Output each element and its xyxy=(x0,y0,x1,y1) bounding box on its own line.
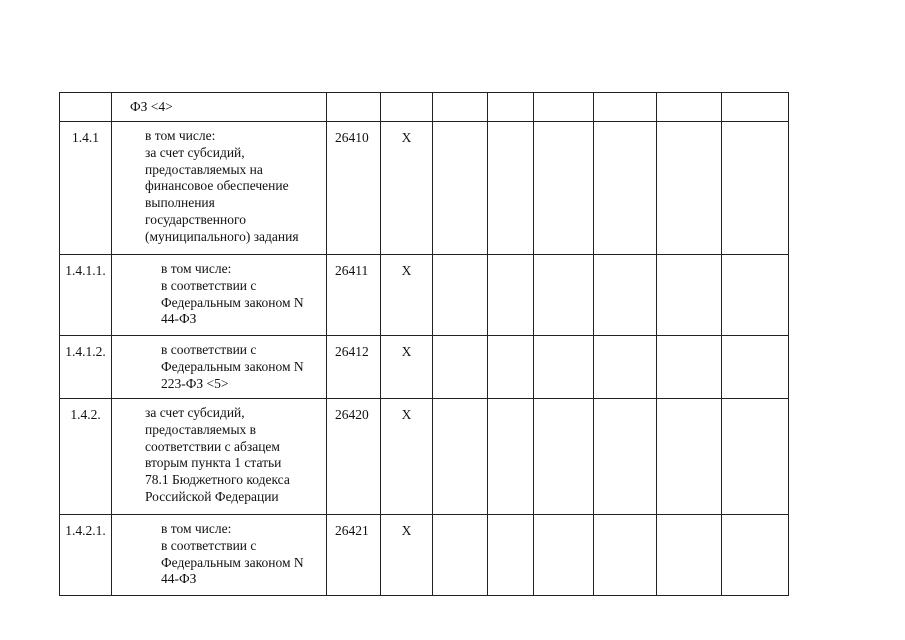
row-description-cell xyxy=(112,255,327,336)
description-line: (муниципального) задания xyxy=(145,228,299,244)
row-number-cell: 1.4.1 xyxy=(60,122,112,255)
empty-cell xyxy=(657,93,722,122)
description-line: 44-ФЗ xyxy=(161,571,197,587)
empty-cell xyxy=(722,515,789,596)
empty-cell xyxy=(722,122,789,255)
empty-cell xyxy=(433,93,488,122)
row-description-cell xyxy=(112,515,327,596)
row-number-cell: 1.4.1.2. xyxy=(60,336,112,399)
empty-cell xyxy=(488,93,534,122)
row-number-cell: 1.4.2.1. xyxy=(60,515,112,596)
empty-cell xyxy=(433,399,488,515)
empty-cell xyxy=(594,336,657,399)
description-line: за счет субсидий, xyxy=(145,144,245,160)
row-code-cell: 26420 xyxy=(327,399,381,515)
row-mark-cell: X xyxy=(381,399,433,515)
description-line: в соответствии с xyxy=(161,342,257,357)
row-mark-cell: X xyxy=(381,336,433,399)
empty-cell xyxy=(433,255,488,336)
empty-cell xyxy=(433,336,488,399)
empty-cell xyxy=(534,515,594,596)
description-line: в соответствии с xyxy=(161,277,257,293)
empty-cell xyxy=(488,255,534,336)
description-line: 44-ФЗ xyxy=(161,311,197,327)
description-line: за счет субсидий, xyxy=(145,405,245,420)
description-line: выполнения xyxy=(145,195,215,211)
table-row xyxy=(60,336,789,399)
row-mark-cell xyxy=(381,93,433,122)
description-line: вторым пункта 1 статьи xyxy=(145,455,282,471)
empty-cell xyxy=(722,93,789,122)
empty-cell xyxy=(722,399,789,515)
row-mark-cell: X xyxy=(381,122,433,255)
row-number-cell xyxy=(60,93,112,122)
document-table xyxy=(59,92,789,596)
description-line: соответствии с абзацем xyxy=(145,438,280,454)
empty-cell xyxy=(433,122,488,255)
description-line: 78.1 Бюджетного кодекса xyxy=(145,472,290,488)
table-row xyxy=(60,93,789,122)
row-code-cell: 26412 xyxy=(327,336,381,399)
description-line: в том числе: xyxy=(161,261,232,276)
row-number-cell: 1.4.2. xyxy=(60,399,112,515)
row-mark-cell: X xyxy=(381,255,433,336)
empty-cell xyxy=(657,399,722,515)
empty-cell xyxy=(657,122,722,255)
empty-cell xyxy=(594,255,657,336)
description-line: ФЗ <4> xyxy=(130,99,173,114)
description-line: финансовое обеспечение xyxy=(145,178,289,194)
empty-cell xyxy=(594,515,657,596)
empty-cell xyxy=(534,93,594,122)
empty-cell xyxy=(433,515,488,596)
description-line: в соответствии с xyxy=(161,537,257,553)
description-line: Федеральным законом N xyxy=(161,358,304,374)
empty-cell xyxy=(722,336,789,399)
empty-cell xyxy=(488,515,534,596)
row-code-cell xyxy=(327,93,381,122)
row-mark-cell: X xyxy=(381,515,433,596)
empty-cell xyxy=(657,255,722,336)
row-number-cell: 1.4.1.1. xyxy=(60,255,112,336)
row-description-cell xyxy=(112,93,327,122)
description-line: предоставляемых в xyxy=(145,421,257,437)
empty-cell xyxy=(594,399,657,515)
row-code-cell: 26421 xyxy=(327,515,381,596)
row-description-cell xyxy=(112,122,327,255)
empty-cell xyxy=(594,93,657,122)
empty-cell xyxy=(534,122,594,255)
empty-cell xyxy=(534,255,594,336)
description-line: государственного xyxy=(145,211,246,227)
empty-cell xyxy=(488,336,534,399)
empty-cell xyxy=(722,255,789,336)
empty-cell xyxy=(534,399,594,515)
empty-cell xyxy=(488,399,534,515)
row-code-cell: 26411 xyxy=(327,255,381,336)
table-row xyxy=(60,399,789,515)
description-line: Российской Федерации xyxy=(145,488,279,504)
description-line: Федеральным законом N xyxy=(161,554,304,570)
empty-cell xyxy=(488,122,534,255)
empty-cell xyxy=(657,336,722,399)
empty-cell xyxy=(594,122,657,255)
empty-cell xyxy=(657,515,722,596)
description-line: Федеральным законом N xyxy=(161,294,304,310)
description-line: в том числе: xyxy=(145,128,216,143)
empty-cell xyxy=(534,336,594,399)
description-line: 223-ФЗ <5> xyxy=(161,375,229,391)
description-line: в том числе: xyxy=(161,521,232,536)
row-description-cell xyxy=(112,399,327,515)
row-code-cell: 26410 xyxy=(327,122,381,255)
description-line: предоставляемых на xyxy=(145,161,263,177)
table-row xyxy=(60,255,789,336)
table-row xyxy=(60,515,789,596)
table-row xyxy=(60,122,789,255)
row-description-cell xyxy=(112,336,327,399)
